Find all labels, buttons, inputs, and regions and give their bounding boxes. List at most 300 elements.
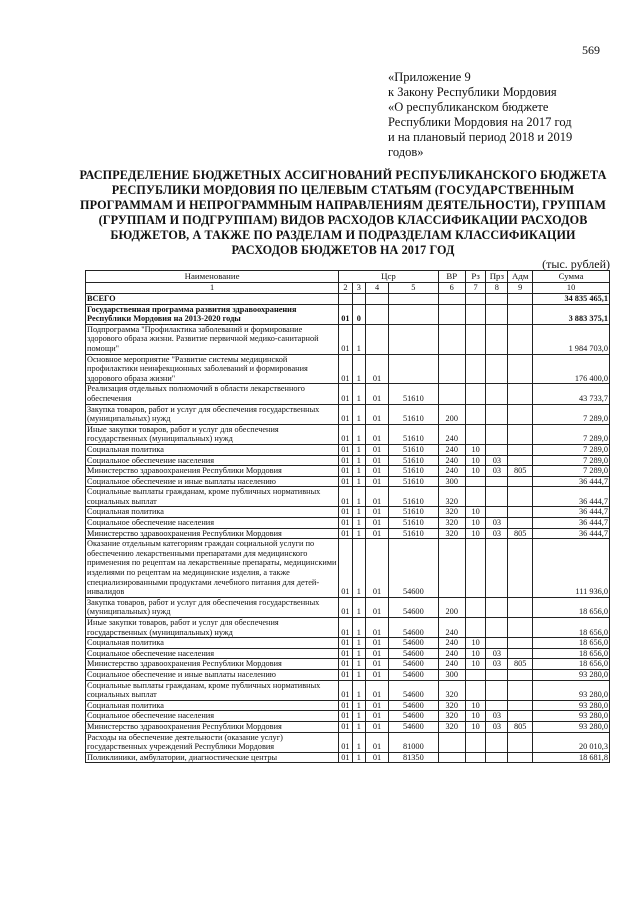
adm-code (508, 669, 533, 680)
prz-code (486, 444, 508, 455)
table-row (86, 597, 610, 617)
csr-subprogram: 1 (352, 700, 365, 711)
vr-code: 320 (438, 721, 465, 732)
table-row (86, 384, 610, 404)
table-header-row (86, 271, 610, 283)
csr-program: 01 (339, 669, 352, 680)
amount: 93 280,0 (533, 700, 610, 711)
vr-code: 240 (438, 618, 465, 638)
amount: 18 656,0 (533, 618, 610, 638)
appendix-line: Республики Мордовия на 2017 год (388, 115, 572, 129)
rz-code: 10 (465, 648, 486, 659)
csr-program: 01 (339, 752, 352, 763)
rz-code (465, 324, 486, 354)
csr-subprogram: 1 (352, 648, 365, 659)
adm-code (508, 638, 533, 649)
adm-code (508, 700, 533, 711)
column-number: 4 (366, 283, 389, 294)
column-number: 7 (465, 283, 486, 294)
row-name: Социальное обеспечение и иные выплаты населению (86, 669, 339, 680)
rz-code (465, 618, 486, 638)
csr-subprogram: 1 (352, 354, 365, 384)
adm-code (508, 732, 533, 752)
table-row (86, 648, 610, 659)
row-name: Социальное обеспечение населения (86, 455, 339, 466)
csr-program: 01 (339, 384, 352, 404)
vr-code (438, 384, 465, 404)
column-number: 8 (486, 283, 508, 294)
prz-code (486, 354, 508, 384)
amount: 93 280,0 (533, 669, 610, 680)
csr-direction: 54600 (388, 680, 438, 700)
csr-program (339, 294, 352, 305)
amount: 34 835 465,1 (533, 294, 610, 305)
row-name: Министерство здравоохранения Республики Мордовия (86, 721, 339, 732)
adm-code (508, 618, 533, 638)
csr-direction: 51610 (388, 507, 438, 518)
prz-code (486, 680, 508, 700)
csr-program: 01 (339, 444, 352, 455)
header-name: Наименование (86, 271, 339, 283)
row-name: ВСЕГО (86, 294, 339, 305)
csr-event: 01 (366, 752, 389, 763)
prz-code (486, 404, 508, 424)
csr-direction: 54600 (388, 669, 438, 680)
csr-subprogram: 1 (352, 669, 365, 680)
amount: 7 289,0 (533, 404, 610, 424)
rz-code (465, 354, 486, 384)
csr-direction: 81000 (388, 732, 438, 752)
table-row (86, 354, 610, 384)
rz-code (465, 424, 486, 444)
vr-code: 320 (438, 700, 465, 711)
csr-direction: 51610 (388, 424, 438, 444)
rz-code: 10 (465, 700, 486, 711)
csr-program: 01 (339, 424, 352, 444)
vr-code: 320 (438, 711, 465, 722)
row-name: Подпрограмма "Профилактика заболеваний и формирование здорового образа жизни. Развитие первичной медико-санитарной помощи" (86, 324, 339, 354)
csr-program: 01 (339, 455, 352, 466)
csr-event: 01 (366, 711, 389, 722)
adm-code (508, 404, 533, 424)
vr-code (438, 324, 465, 354)
adm-code (508, 476, 533, 487)
prz-code (486, 304, 508, 324)
amount: 36 444,7 (533, 518, 610, 529)
vr-code (438, 354, 465, 384)
adm-code (508, 455, 533, 466)
csr-subprogram: 1 (352, 424, 365, 444)
csr-direction: 51610 (388, 487, 438, 507)
adm-code (508, 444, 533, 455)
csr-event: 01 (366, 455, 389, 466)
csr-event: 01 (366, 354, 389, 384)
vr-code: 200 (438, 404, 465, 424)
csr-subprogram: 1 (352, 752, 365, 763)
csr-event: 01 (366, 528, 389, 539)
prz-code: 03 (486, 528, 508, 539)
amount: 93 280,0 (533, 680, 610, 700)
adm-code: 805 (508, 659, 533, 670)
csr-event: 01 (366, 424, 389, 444)
csr-event: 01 (366, 466, 389, 477)
csr-program: 01 (339, 539, 352, 598)
row-name: Социальное обеспечение населения (86, 518, 339, 529)
csr-direction: 54600 (388, 721, 438, 732)
row-name: Социальное обеспечение и иные выплаты населению (86, 476, 339, 487)
prz-code: 03 (486, 721, 508, 732)
csr-subprogram: 1 (352, 487, 365, 507)
csr-subprogram: 1 (352, 444, 365, 455)
row-name: Социальная политика (86, 444, 339, 455)
rz-code (465, 384, 486, 404)
header-rz: Рз (465, 271, 486, 283)
csr-program: 01 (339, 711, 352, 722)
adm-code (508, 294, 533, 305)
document-title: РАСПРЕДЕЛЕНИЕ БЮДЖЕТНЫХ АССИГНОВАНИЙ РЕСПУБЛИКАНСКОГО БЮДЖЕТА РЕСПУБЛИКИ МОРДОВИЯ ПО ЦЕЛЕВЫМ СТАТЬЯМ (ГОСУДАРСТВЕННЫМ ПРОГРАММАМ И НЕПРОГРАММНЫМ НАПРАВЛЕНИЯМ ДЕЯТЕЛЬНОСТИ), ГРУППАМ (ГРУППАМ И ПОДГРУППАМ) ВИДОВ РАСХОДОВ КЛАССИФИКАЦИИ РАСХОДОВ БЮДЖЕТОВ, А ТАКЖЕ ПО РАЗДЕЛАМ И ПОДРАЗДЕЛАМ КЛАССИФИКАЦИИ РАСХОДОВ БЮДЖЕТОВ НА 2017 ГОД (79, 168, 607, 257)
rz-code (465, 669, 486, 680)
header-sum: Сумма (533, 271, 610, 283)
csr-subprogram (352, 294, 365, 305)
prz-code: 03 (486, 711, 508, 722)
csr-direction: 54600 (388, 597, 438, 617)
prz-code (486, 638, 508, 649)
csr-event: 01 (366, 618, 389, 638)
row-name: Социальные выплаты гражданам, кроме публичных нормативных социальных выплат (86, 487, 339, 507)
adm-code (508, 711, 533, 722)
appendix-note (388, 70, 572, 160)
row-name: Социальная политика (86, 638, 339, 649)
adm-code (508, 487, 533, 507)
column-number: 2 (339, 283, 352, 294)
amount: 7 289,0 (533, 455, 610, 466)
column-number: 6 (438, 283, 465, 294)
vr-code: 240 (438, 466, 465, 477)
csr-subprogram: 1 (352, 476, 365, 487)
adm-code (508, 354, 533, 384)
amount: 20 010,3 (533, 732, 610, 752)
vr-code (438, 732, 465, 752)
csr-direction: 54600 (388, 638, 438, 649)
csr-direction: 51610 (388, 476, 438, 487)
vr-code: 240 (438, 444, 465, 455)
amount: 18 656,0 (533, 638, 610, 649)
csr-event: 01 (366, 597, 389, 617)
row-name: Министерство здравоохранения Республики Мордовия (86, 528, 339, 539)
rz-code: 10 (465, 466, 486, 477)
csr-subprogram: 1 (352, 732, 365, 752)
amount: 18 681,8 (533, 752, 610, 763)
table-body (86, 294, 610, 763)
csr-subprogram: 1 (352, 404, 365, 424)
csr-direction: 51610 (388, 518, 438, 529)
csr-program: 01 (339, 518, 352, 529)
adm-code (508, 384, 533, 404)
table-row (86, 404, 610, 424)
csr-program: 01 (339, 721, 352, 732)
csr-program: 01 (339, 304, 352, 324)
csr-event: 01 (366, 721, 389, 732)
amount: 3 883 375,1 (533, 304, 610, 324)
csr-direction: 54600 (388, 539, 438, 598)
amount: 18 656,0 (533, 659, 610, 670)
csr-direction: 54600 (388, 711, 438, 722)
row-name: Оказание отдельным категориям граждан социальной услуги по обеспечению лекарственными препаратами для медицинского применения по рецептам на лекарственные препараты, медицинскими изделиями по рецептам на медицинские изделия, а также специализированными продуктами лечебного питания для детей-инвалидов (86, 539, 339, 598)
adm-code (508, 518, 533, 529)
csr-subprogram: 1 (352, 518, 365, 529)
csr-event: 01 (366, 700, 389, 711)
prz-code (486, 700, 508, 711)
row-name: Расходы на обеспечение деятельности (оказание услуг) государственных учреждений Республики Мордовия (86, 732, 339, 752)
row-name: Государственная программа развития здравоохранения Республики Мордовия на 2013-2020 годы (86, 304, 339, 324)
table-row (86, 711, 610, 722)
csr-program: 01 (339, 404, 352, 424)
csr-subprogram: 1 (352, 507, 365, 518)
table-row (86, 518, 610, 529)
rz-code: 10 (465, 721, 486, 732)
csr-subprogram: 1 (352, 539, 365, 598)
adm-code (508, 597, 533, 617)
csr-subprogram: 1 (352, 466, 365, 477)
prz-code (486, 752, 508, 763)
adm-code (508, 680, 533, 700)
header-csr: Цср (339, 271, 439, 283)
appendix-line: к Закону Республики Мордовия (388, 85, 557, 99)
csr-direction: 51610 (388, 404, 438, 424)
csr-event: 01 (366, 444, 389, 455)
prz-code: 03 (486, 648, 508, 659)
vr-code: 300 (438, 669, 465, 680)
csr-event: 01 (366, 638, 389, 649)
appendix-line: и на плановый период 2018 и 2019 (388, 130, 573, 144)
amount: 36 444,7 (533, 507, 610, 518)
rz-code (465, 294, 486, 305)
amount: 7 289,0 (533, 424, 610, 444)
vr-code: 320 (438, 507, 465, 518)
table-row (86, 669, 610, 680)
prz-code: 03 (486, 466, 508, 477)
vr-code (438, 304, 465, 324)
amount: 176 400,0 (533, 354, 610, 384)
table-row (86, 539, 610, 598)
table-row (86, 507, 610, 518)
csr-event: 01 (366, 518, 389, 529)
csr-program: 01 (339, 487, 352, 507)
prz-code: 03 (486, 455, 508, 466)
row-name: Закупка товаров, работ и услуг для обеспечения государственных (муниципальных) нужд (86, 404, 339, 424)
csr-program: 01 (339, 618, 352, 638)
amount: 36 444,7 (533, 476, 610, 487)
vr-code: 320 (438, 528, 465, 539)
adm-code (508, 648, 533, 659)
csr-subprogram: 0 (352, 304, 365, 324)
csr-direction: 54600 (388, 659, 438, 670)
header-vr: ВР (438, 271, 465, 283)
amount: 7 289,0 (533, 466, 610, 477)
table-row (86, 455, 610, 466)
column-number-row (86, 283, 610, 294)
adm-code: 805 (508, 721, 533, 732)
rz-code (465, 539, 486, 598)
csr-direction: 51610 (388, 466, 438, 477)
csr-program: 01 (339, 659, 352, 670)
row-name: Реализация отдельных полномочий в области лекарственного обеспечения (86, 384, 339, 404)
rz-code (465, 404, 486, 424)
csr-subprogram: 1 (352, 638, 365, 649)
prz-code (486, 324, 508, 354)
csr-program: 01 (339, 324, 352, 354)
table-row (86, 294, 610, 305)
amount: 36 444,7 (533, 487, 610, 507)
column-number: 1 (86, 283, 339, 294)
rz-code (465, 680, 486, 700)
csr-event: 01 (366, 539, 389, 598)
prz-code: 03 (486, 659, 508, 670)
csr-program: 01 (339, 638, 352, 649)
csr-direction: 51610 (388, 384, 438, 404)
row-name: Основное мероприятие "Развитие системы медицинской профилактики неинфекционных заболеваний и формирования здорового образа жизни" (86, 354, 339, 384)
prz-code (486, 507, 508, 518)
csr-program: 01 (339, 528, 352, 539)
column-number: 3 (352, 283, 365, 294)
csr-subprogram: 1 (352, 618, 365, 638)
prz-code (486, 669, 508, 680)
table-row (86, 618, 610, 638)
csr-subprogram: 1 (352, 324, 365, 354)
csr-program: 01 (339, 700, 352, 711)
table-row (86, 466, 610, 477)
adm-code (508, 424, 533, 444)
csr-direction: 51610 (388, 444, 438, 455)
rz-code (465, 752, 486, 763)
csr-direction (388, 294, 438, 305)
table-row (86, 732, 610, 752)
table-row (86, 752, 610, 763)
csr-event (366, 294, 389, 305)
table-row (86, 528, 610, 539)
prz-code (486, 384, 508, 404)
csr-direction (388, 354, 438, 384)
adm-code (508, 304, 533, 324)
vr-code: 320 (438, 518, 465, 529)
rz-code: 10 (465, 659, 486, 670)
prz-code (486, 294, 508, 305)
vr-code: 240 (438, 455, 465, 466)
csr-program: 01 (339, 597, 352, 617)
amount: 18 656,0 (533, 597, 610, 617)
csr-event: 01 (366, 648, 389, 659)
adm-code: 805 (508, 528, 533, 539)
row-name: Социальное обеспечение населения (86, 648, 339, 659)
csr-event: 01 (366, 487, 389, 507)
rz-code (465, 597, 486, 617)
vr-code: 300 (438, 476, 465, 487)
column-number: 9 (508, 283, 533, 294)
adm-code (508, 324, 533, 354)
rz-code: 10 (465, 507, 486, 518)
appendix-line: годов» (388, 145, 424, 159)
rz-code (465, 304, 486, 324)
amount: 43 733,7 (533, 384, 610, 404)
table-row (86, 680, 610, 700)
prz-code: 03 (486, 518, 508, 529)
vr-code: 200 (438, 597, 465, 617)
column-number: 10 (533, 283, 610, 294)
column-number: 5 (388, 283, 438, 294)
amount: 1 984 703,0 (533, 324, 610, 354)
amount: 111 936,0 (533, 539, 610, 598)
row-name: Социальная политика (86, 507, 339, 518)
csr-subprogram: 1 (352, 721, 365, 732)
rz-code: 10 (465, 444, 486, 455)
row-name: Министерство здравоохранения Республики Мордовия (86, 659, 339, 670)
prz-code (486, 732, 508, 752)
table-row (86, 444, 610, 455)
amount: 93 280,0 (533, 711, 610, 722)
csr-program: 01 (339, 507, 352, 518)
vr-code (438, 539, 465, 598)
row-name: Министерство здравоохранения Республики Мордовия (86, 466, 339, 477)
csr-program: 01 (339, 732, 352, 752)
prz-code (486, 487, 508, 507)
budget-table (85, 270, 610, 763)
rz-code (465, 732, 486, 752)
csr-subprogram: 1 (352, 597, 365, 617)
csr-event: 01 (366, 476, 389, 487)
vr-code: 240 (438, 424, 465, 444)
csr-program: 01 (339, 648, 352, 659)
csr-direction (388, 304, 438, 324)
csr-subprogram: 1 (352, 659, 365, 670)
rz-code: 10 (465, 455, 486, 466)
csr-program: 01 (339, 476, 352, 487)
prz-code (486, 539, 508, 598)
csr-program: 01 (339, 466, 352, 477)
amount: 18 656,0 (533, 648, 610, 659)
prz-code (486, 597, 508, 617)
row-name: Иные закупки товаров, работ и услуг для обеспечения государственных (муниципальных) нужд (86, 618, 339, 638)
csr-event: 01 (366, 732, 389, 752)
adm-code (508, 539, 533, 598)
csr-subprogram: 1 (352, 711, 365, 722)
csr-subprogram: 1 (352, 680, 365, 700)
rz-code: 10 (465, 638, 486, 649)
adm-code (508, 507, 533, 518)
header-adm: Адм (508, 271, 533, 283)
header-prz: Прз (486, 271, 508, 283)
row-name: Социальные выплаты гражданам, кроме публичных нормативных социальных выплат (86, 680, 339, 700)
page-number: 569 (582, 43, 600, 57)
row-name: Социальное обеспечение населения (86, 711, 339, 722)
csr-program: 01 (339, 354, 352, 384)
rz-code (465, 476, 486, 487)
csr-direction: 54600 (388, 648, 438, 659)
row-name: Поликлиники, амбулатории, диагностические центры (86, 752, 339, 763)
amount: 7 289,0 (533, 444, 610, 455)
table-row (86, 324, 610, 354)
csr-event: 01 (366, 404, 389, 424)
table-row (86, 476, 610, 487)
vr-code: 240 (438, 659, 465, 670)
adm-code: 805 (508, 466, 533, 477)
prz-code (486, 424, 508, 444)
rz-code: 10 (465, 518, 486, 529)
csr-program: 01 (339, 680, 352, 700)
csr-event: 01 (366, 680, 389, 700)
csr-direction: 81350 (388, 752, 438, 763)
table-row (86, 700, 610, 711)
csr-direction: 54600 (388, 618, 438, 638)
